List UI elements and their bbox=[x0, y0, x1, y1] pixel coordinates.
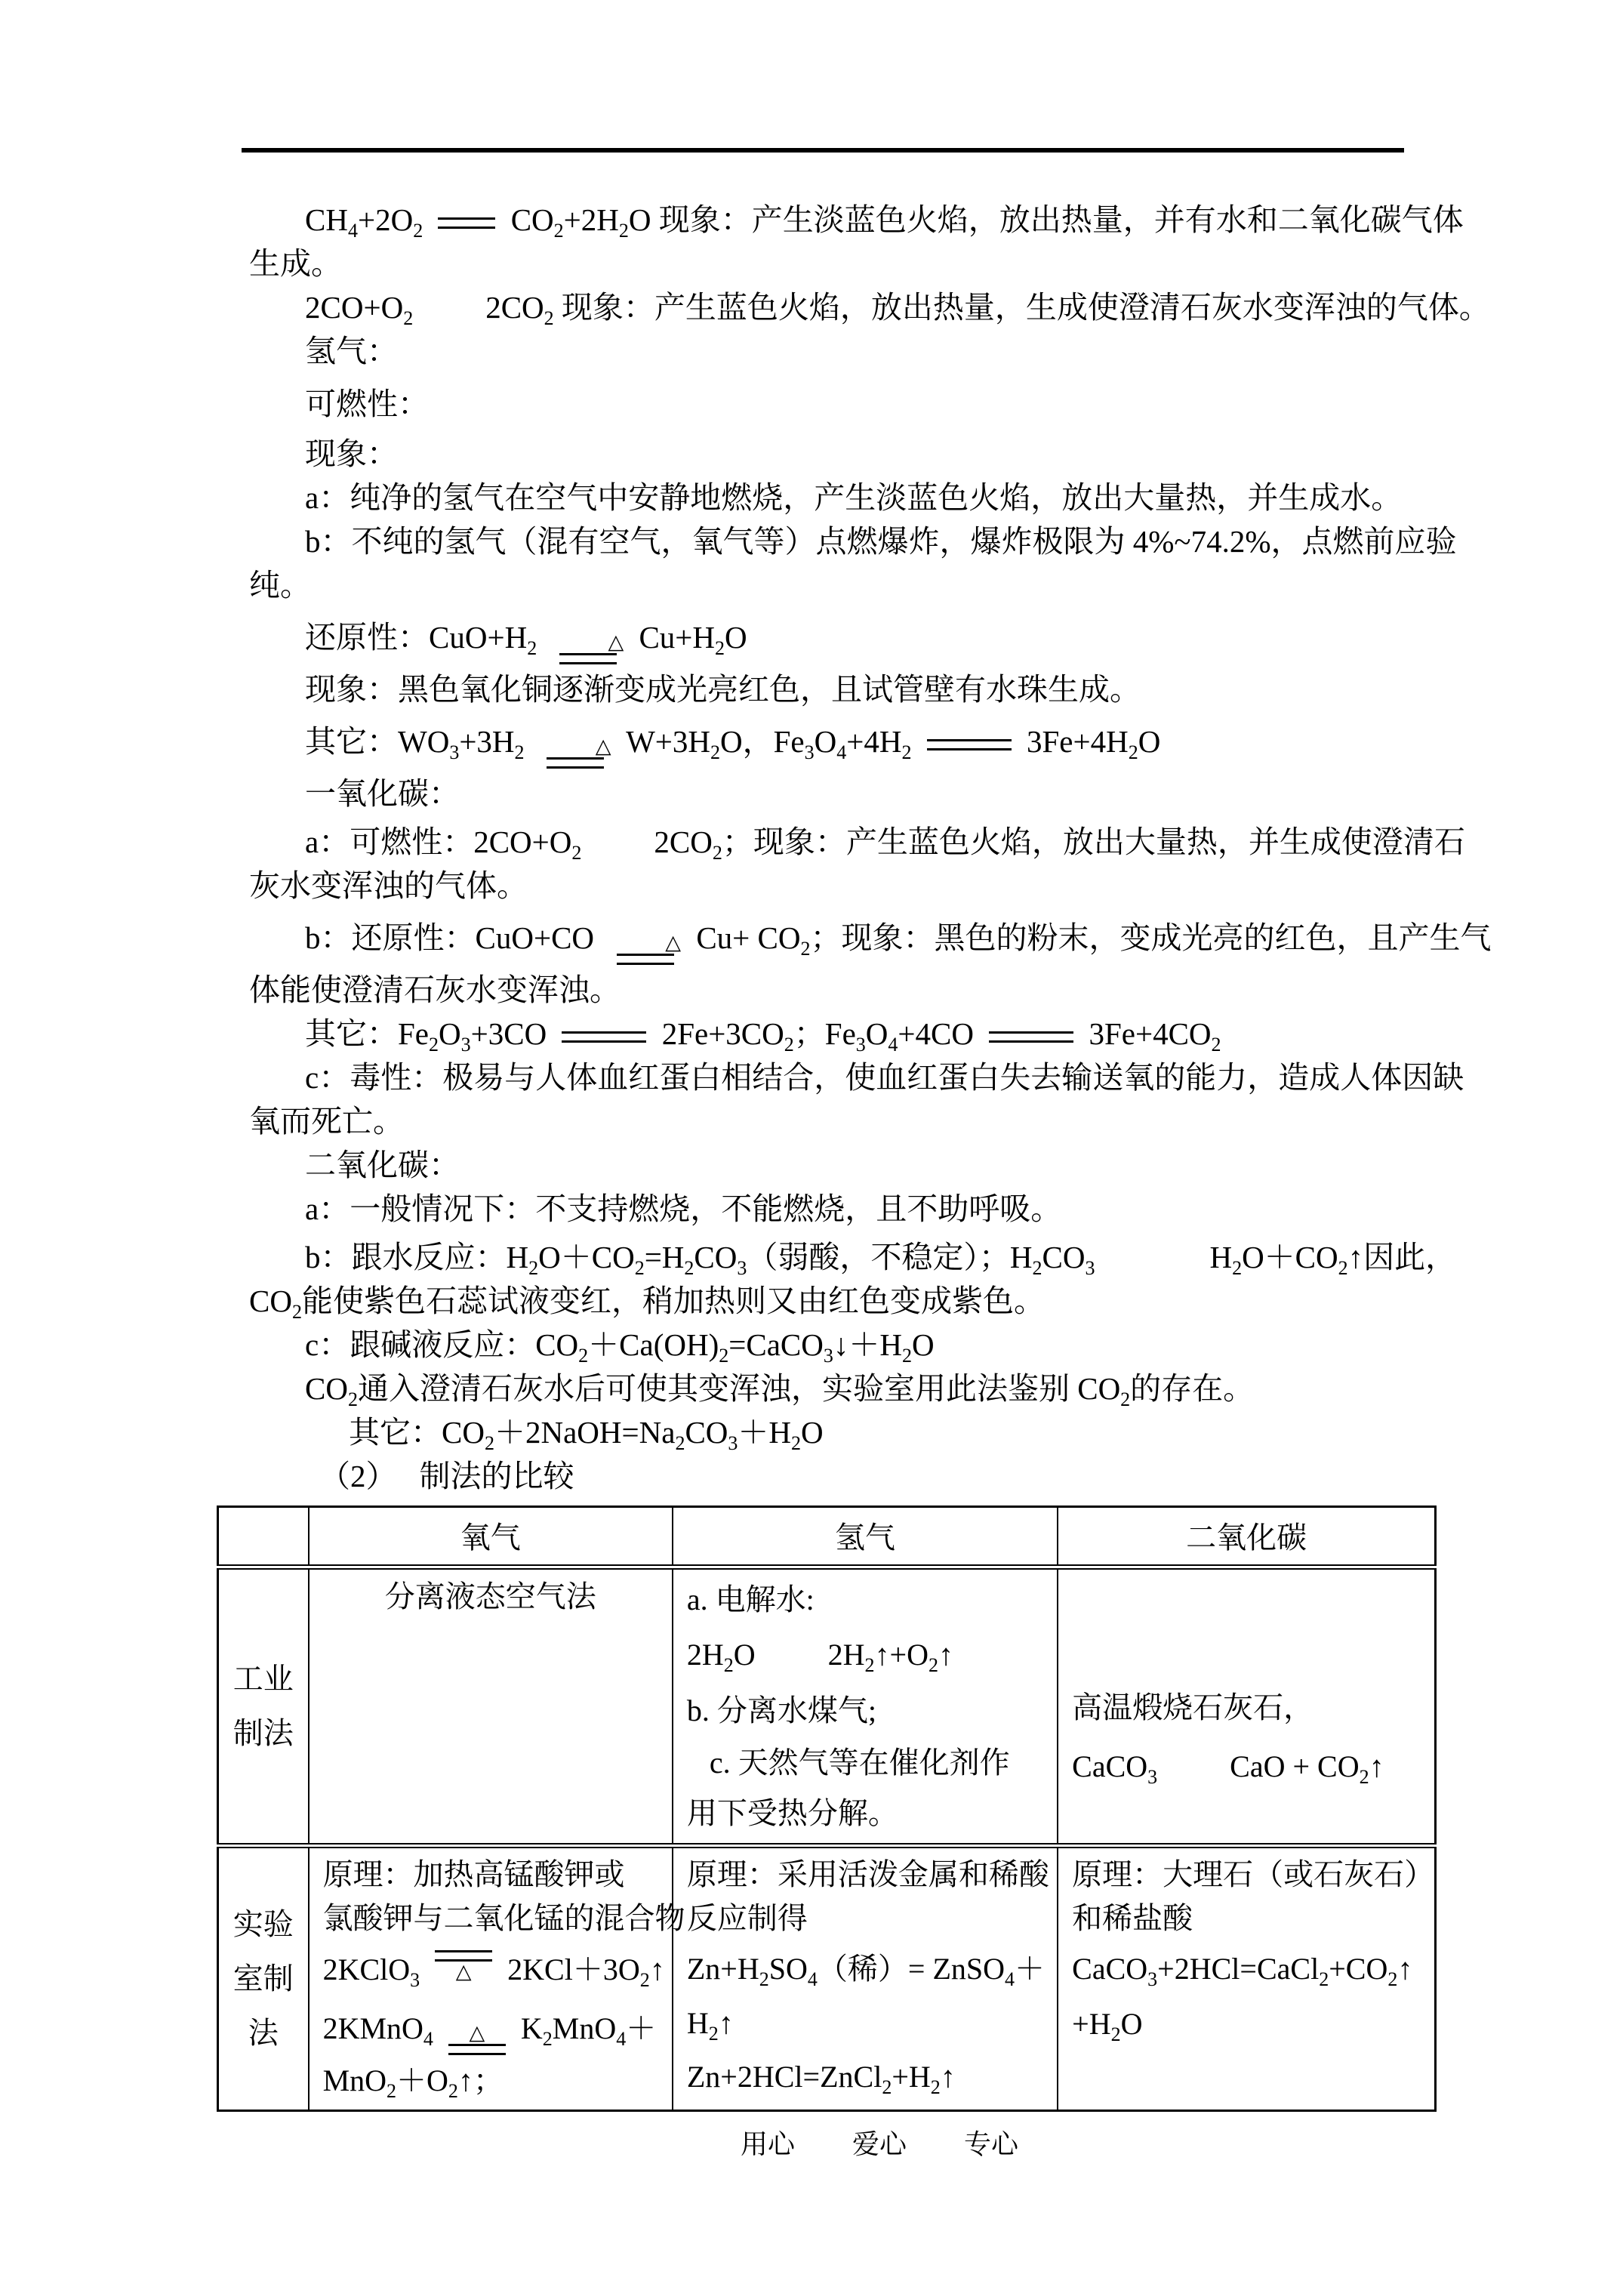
body-line: 还原性：$CuO+H_2$ △ $Cu+H_2O$ bbox=[249, 607, 1517, 667]
cell-line: 和稀盐酸 bbox=[1072, 1901, 1193, 1935]
subscript: 3 bbox=[804, 741, 815, 764]
cell-line: $Zn+H_2SO_4$（稀）= ZnSO$_4$＋ bbox=[686, 1952, 1046, 1990]
double-line bbox=[438, 217, 495, 229]
subscript: 2 bbox=[1120, 1388, 1131, 1411]
subscript: 2 bbox=[1338, 1257, 1348, 1280]
cell-line: $2H_2O$ $2H_2↑+O_2↑$ bbox=[686, 1638, 953, 1676]
subscript: 2 bbox=[1128, 741, 1138, 764]
body-line: $CO_2$通入澄清石灰水后可使其变浑浊，实验室用此法鉴别 $CO_2$的存在。 bbox=[305, 1371, 1255, 1411]
delta-heat-condition-icon: △ bbox=[595, 735, 611, 759]
delta-heat-condition-icon: △ bbox=[455, 1960, 472, 1984]
cell-line: $MnO_2+O_2↑$； bbox=[322, 2063, 504, 2102]
table-row bbox=[218, 1567, 1436, 1846]
delta-heat-condition-icon: △ bbox=[469, 2021, 485, 2045]
subscript: 2 bbox=[403, 307, 414, 330]
subscript: 2 bbox=[901, 741, 912, 764]
body-line: 氢气： bbox=[305, 334, 398, 368]
subscript: 2 bbox=[928, 1654, 938, 1676]
table-header-row bbox=[218, 1507, 1436, 1567]
footer-item: 用心 bbox=[740, 2129, 795, 2159]
body-line: 一氧化碳： bbox=[305, 776, 460, 811]
equation-equals-sign bbox=[609, 932, 681, 965]
cell-line: $+H_2O$ bbox=[1072, 2007, 1143, 2045]
cell-line: 高温煅烧石灰石， bbox=[1072, 1690, 1314, 1724]
equation-equals-sign bbox=[438, 217, 495, 229]
subscript: 3 bbox=[823, 1345, 833, 1367]
subscript: 2 bbox=[1387, 1968, 1398, 1990]
subscript: 2 bbox=[791, 1432, 802, 1455]
subscript: 2 bbox=[930, 2076, 941, 2098]
subscript: 2 bbox=[542, 2028, 553, 2050]
double-line bbox=[562, 1031, 646, 1043]
subscript: 3 bbox=[737, 1257, 747, 1280]
cell-line: $H_2↑$ bbox=[686, 2006, 734, 2045]
table-cell bbox=[1058, 1567, 1435, 1846]
subscript: 3 bbox=[410, 1969, 420, 1991]
body-line: 其它：$WO_3+3H_2$ △ $W+3H_2O$，$Fe_3O_4+4H_2$ $3Fe+4H_2O$ bbox=[249, 711, 1517, 772]
subscript: 2 bbox=[1319, 1968, 1329, 1990]
table-cell bbox=[673, 1846, 1058, 2111]
subscript: 2 bbox=[291, 1301, 302, 1324]
cell-line: $CaCO_3+2HCl=CaCl_2+CO_2↑$ bbox=[1072, 1952, 1413, 1990]
subscript: 2 bbox=[1359, 1766, 1369, 1788]
body-line: c：跟碱液反应：$CO_2+Ca(OH)_2=CaCO_3↓+H_2O$ bbox=[305, 1327, 935, 1367]
body-line: （2） 制法的比较 bbox=[319, 1459, 574, 1493]
subscript: 2 bbox=[710, 741, 721, 764]
delta-heat-condition-icon: △ bbox=[608, 630, 624, 655]
comparison-table bbox=[217, 1505, 1437, 2112]
body-line: $CO_2$能使紫色石蕊试液变红，稍加热则又由红色变成紫色。 bbox=[249, 1284, 1045, 1324]
double-line bbox=[547, 757, 604, 769]
cell-line: 原理：加热高锰酸钾或 bbox=[322, 1857, 625, 1891]
subscript: 2 bbox=[675, 1432, 685, 1455]
subscript: 2 bbox=[387, 2080, 397, 2102]
double-line bbox=[927, 739, 1012, 750]
cell-line: 用下受热分解。 bbox=[686, 1796, 898, 1830]
equation-equals-sign bbox=[540, 736, 611, 769]
double-line bbox=[617, 954, 674, 965]
footer-item: 爱心 bbox=[852, 2129, 907, 2159]
body-line: a：一般情况下：不支持燃烧，不能燃烧，且不助呼吸。 bbox=[305, 1191, 1062, 1226]
subscript: 2 bbox=[578, 1345, 589, 1367]
body-line: 灰水变浑浊的气体。 bbox=[249, 868, 528, 903]
subscript: 2 bbox=[712, 842, 722, 864]
subscript: 4 bbox=[347, 220, 358, 242]
cell-line: 2KClO$_3$ △ $2KCl+3O_2↑$ bbox=[323, 1940, 658, 1999]
double-line bbox=[448, 2044, 506, 2055]
subscript: 4 bbox=[836, 741, 847, 764]
subscript: 2 bbox=[1032, 1257, 1042, 1280]
equation-equals-sign bbox=[448, 2023, 506, 2055]
subscript: 2 bbox=[1211, 1034, 1221, 1056]
subscript: 3 bbox=[855, 1034, 866, 1056]
subscript: 2 bbox=[719, 1345, 729, 1367]
subscript: 2 bbox=[708, 2023, 719, 2045]
subscript: 2 bbox=[759, 1968, 769, 1990]
subscript: 2 bbox=[784, 1034, 794, 1056]
body-line: b：还原性：CuO+CO △ $Cu+ CO_2$；现象：黑色的粉末，变成光亮的红色，且产生气 bbox=[249, 908, 1517, 968]
body-line: $2CO+O_2$ $2CO_2$ 现象：产生蓝色火焰，放出热量，生成使澄清石灰水变浑浊的气体。 bbox=[305, 290, 1490, 330]
subscript: 2 bbox=[684, 1257, 694, 1280]
table-body bbox=[218, 1567, 1436, 2111]
table-cell bbox=[1058, 1846, 1435, 2111]
subscript: 2 bbox=[800, 938, 811, 960]
table-header-cell: 氢气 bbox=[673, 1507, 1058, 1567]
row-label-cell bbox=[218, 1846, 309, 2111]
subscript: 2 bbox=[618, 220, 629, 242]
row-label-line: 工业 bbox=[233, 1662, 294, 1696]
body-line: a：可燃性：$2CO+O_2$ $2CO_2$；现象：产生蓝色火焰，放出大量热，并生成使澄清石 bbox=[305, 824, 1465, 864]
body-line: c：毒性：极易与人体血红蛋白相结合，使血红蛋白失去输送氧的能力，造成人体因缺 bbox=[305, 1060, 1464, 1095]
row-label-line: 实验 bbox=[233, 1907, 294, 1941]
subscript: 2 bbox=[715, 637, 725, 660]
subscript: 2 bbox=[527, 637, 537, 660]
subscript: 2 bbox=[544, 307, 554, 330]
subscript: 2 bbox=[634, 1257, 645, 1280]
subscript: 2 bbox=[639, 1969, 650, 1991]
cell-line: c. 天然气等在催化剂作 bbox=[709, 1746, 1010, 1780]
equation-equals-sign bbox=[927, 739, 1012, 750]
cell-line: b. 分离水煤气; bbox=[686, 1693, 876, 1727]
table-cell bbox=[673, 1567, 1058, 1846]
subscript: 3 bbox=[1147, 1766, 1158, 1788]
table-header-cell: 二氧化碳 bbox=[1058, 1507, 1435, 1567]
equation-equals-sign bbox=[552, 632, 624, 664]
cell-line: 2KMnO$_4$ △ $K_2MnO_4+$ bbox=[323, 1999, 658, 2058]
cell-line: 原理：采用活泼金属和稀酸 bbox=[686, 1857, 1049, 1891]
double-line bbox=[559, 653, 617, 664]
cell-line: 原理：大理石（或石灰石） bbox=[1072, 1857, 1435, 1891]
subscript: 4 bbox=[1005, 1968, 1015, 1990]
subscript: 2 bbox=[1110, 2023, 1121, 2045]
subscript: 3 bbox=[728, 1432, 738, 1455]
subscript: 2 bbox=[514, 741, 525, 764]
subscript: 4 bbox=[616, 2028, 627, 2050]
body-line: 纯。 bbox=[249, 568, 311, 603]
table-header-cell: 氧气 bbox=[309, 1507, 673, 1567]
cell-line: 氯酸钾与二氧化锰的混合物 bbox=[322, 1901, 685, 1935]
equation-equals-sign bbox=[989, 1031, 1073, 1043]
cell-line: 反应制得 bbox=[686, 1901, 808, 1935]
subscript: 2 bbox=[553, 220, 564, 242]
table-cell bbox=[309, 1846, 685, 2111]
subscript: 2 bbox=[528, 1257, 539, 1280]
row-label-line: 法 bbox=[248, 2016, 279, 2050]
subscript: 2 bbox=[347, 1388, 358, 1411]
body-line: 氧而死亡。 bbox=[249, 1104, 404, 1139]
body-line: 生成。 bbox=[249, 246, 342, 281]
subscript: 2 bbox=[864, 1654, 875, 1676]
subscript: 3 bbox=[460, 1034, 471, 1056]
cell-line: 分离液态空气法 bbox=[384, 1579, 596, 1613]
cell-line: CaCO$_3$ CaO + $CO_2↑$ bbox=[1072, 1749, 1384, 1788]
footer bbox=[68, 2123, 1623, 2162]
subscript: 2 bbox=[1232, 1257, 1243, 1280]
subscript: 3 bbox=[1147, 1968, 1158, 1990]
table-header-cell bbox=[218, 1507, 309, 1567]
body-line: 现象：黑色氧化铜逐渐变成光亮红色，且试管壁有水珠生成。 bbox=[305, 672, 1141, 707]
subscript: 2 bbox=[448, 2080, 458, 2102]
body-line: 其它：$CO_2+2NaOH=Na_2CO_3+H_2O$ bbox=[349, 1415, 824, 1455]
subscript: 4 bbox=[888, 1034, 898, 1056]
body-line: $CH_4+2O_2$ $CO_2+2H_2O$ 现象：产生淡蓝色火焰，放出热量，并有水和二氧化碳气体 bbox=[305, 202, 1464, 242]
body-line: 二氧化碳： bbox=[305, 1148, 460, 1182]
subscript: 2 bbox=[901, 1345, 912, 1367]
cell-line: $Zn+2HCl=ZnCl_2+H_2↑$ bbox=[686, 2060, 956, 2098]
footer-item: 专心 bbox=[964, 2129, 1019, 2159]
subscript: 2 bbox=[882, 2076, 892, 2098]
double-line bbox=[989, 1031, 1073, 1043]
equation-equals-sign bbox=[562, 1031, 646, 1043]
subscript: 3 bbox=[449, 741, 460, 764]
equation-equals-sign bbox=[435, 1950, 492, 1983]
delta-heat-condition-icon: △ bbox=[665, 931, 682, 955]
row-label-line: 制法 bbox=[233, 1716, 294, 1750]
subscript: 2 bbox=[413, 220, 423, 242]
subscript: 2 bbox=[571, 842, 582, 864]
body-line: 现象： bbox=[305, 436, 398, 471]
body-line: b：跟水反应：$H_2O+CO_2=H_2CO_3$（弱酸，不稳定）；$H_2CO_3$ $H_2O+CO_2↑$因此， bbox=[305, 1240, 1457, 1280]
body-line: b：不纯的氢气（混有空气，氧气等）点燃爆炸，爆炸极限为 4%~74.2%，点燃前应验 bbox=[305, 524, 1457, 559]
subscript: 2 bbox=[429, 1034, 439, 1056]
table-cell bbox=[309, 1567, 673, 1846]
body bbox=[249, 198, 1517, 1498]
body-line: 其它：$Fe_2O_3+3CO$ $2Fe+3CO_2$；$Fe_3O_4+4CO$ $3Fe+4CO_2$ bbox=[305, 1016, 1221, 1056]
body-line: a：纯净的氢气在空气中安静地燃烧，产生淡蓝色火焰，放出大量热，并生成水。 bbox=[305, 480, 1403, 515]
body-line: 体能使澄清石灰水变浑浊。 bbox=[249, 972, 621, 1007]
subscript: 2 bbox=[723, 1654, 734, 1676]
table-row bbox=[218, 1846, 1436, 2111]
subscript: 4 bbox=[807, 1968, 818, 1990]
header-rule bbox=[242, 148, 1404, 153]
cell-line: a. 电解水: bbox=[686, 1583, 815, 1616]
subscript: 2 bbox=[484, 1432, 494, 1455]
subscript: 4 bbox=[423, 2028, 433, 2050]
row-label-cell bbox=[218, 1567, 309, 1846]
row-label-line: 室制 bbox=[233, 1962, 294, 1996]
subscript: 3 bbox=[1085, 1257, 1095, 1280]
body-line: 可燃性： bbox=[305, 387, 429, 421]
